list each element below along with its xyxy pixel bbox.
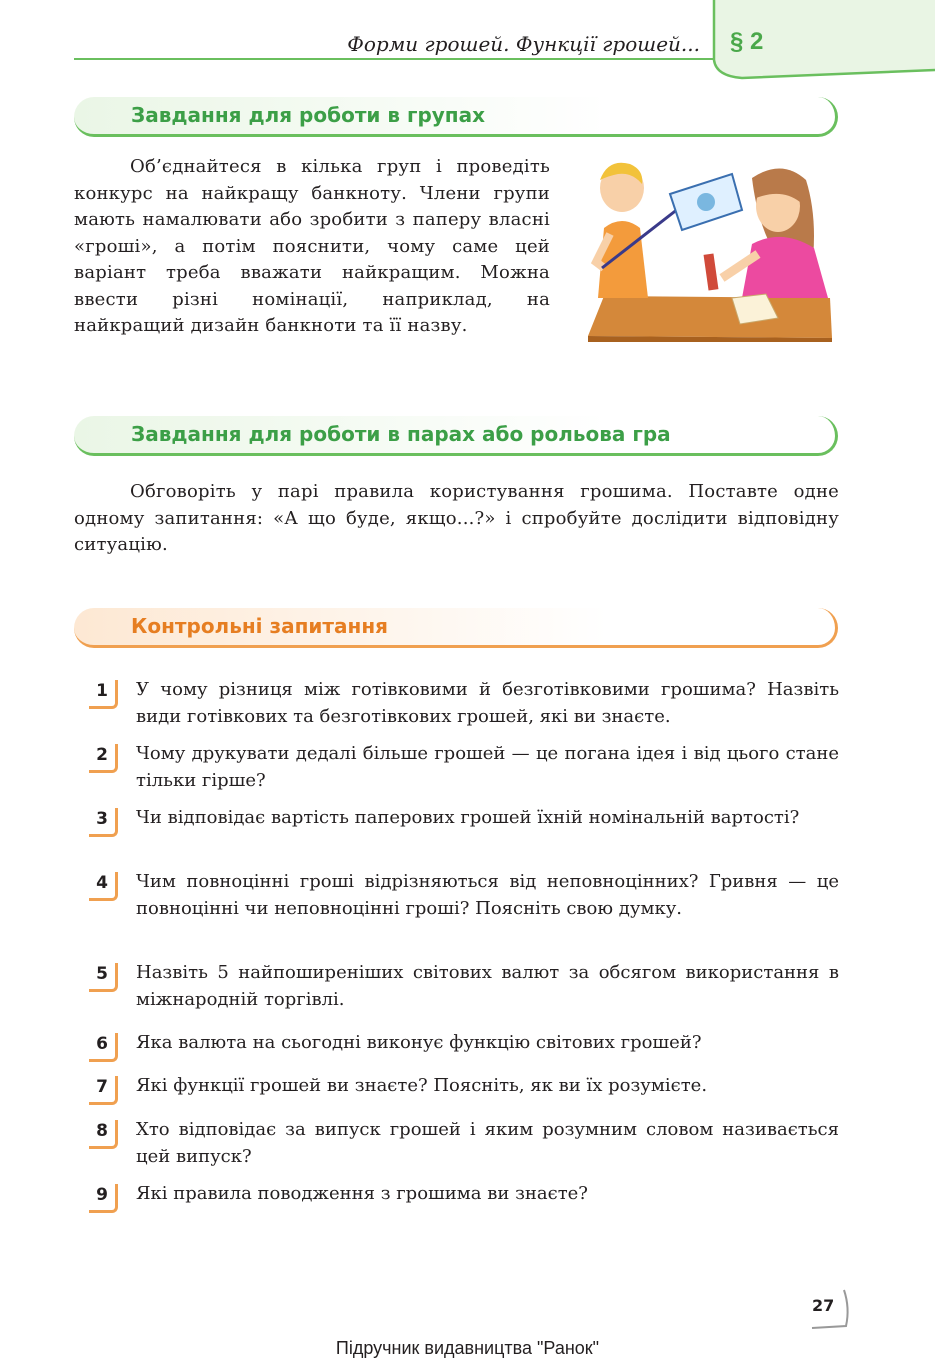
question-number: 7 [87, 1073, 117, 1103]
question-number: 6 [87, 1030, 117, 1060]
group-task-text: Об’єднайтеся в кілька груп і проведіть конкурс на найкращу банкноту. Члени групи мають намалювати або зробити з паперу власні «гроші», а потім пояснити, чому саме цей варіант треба вважати найкращим. Можна ввести різні номінації, наприклад, на найкращий дизайн банкноти та її назву. [74, 156, 550, 336]
pair-task-heading-band [74, 416, 838, 456]
question-number: 1 [87, 677, 117, 707]
question-text: Чим повноцінні гроші відрізняються від неповноцінних? Гривня — це повноцінні чи неповноцінні гроші? Поясніть свою думку. [136, 871, 839, 919]
question-text: У чому різниця між готівковими й безготівковими грошима? Назвіть види готівкових та безготівкових грошей, які ви знаєте. [136, 679, 839, 727]
pair-task-text: Обговоріть у парі правила користування грошима. Поставте одне одному запитання: «А що буде, якщо...?» і спробуйте дослідити відповідну ситуацію. [74, 481, 839, 555]
question-number: 8 [87, 1117, 117, 1147]
question-text: Хто відповідає за випуск грошей і яким розумним словом називається цей випуск? [136, 1119, 839, 1167]
question-number: 2 [87, 741, 117, 771]
page-number: 27 [812, 1296, 835, 1315]
question-number: 5 [87, 960, 117, 990]
questions-heading-band [74, 608, 838, 648]
question-text: Які правила поводження з грошима ви знаєте? [136, 1183, 588, 1204]
question-number: 3 [87, 805, 117, 835]
running-title: Форми грошей. Функції грошей... [347, 32, 700, 56]
question-text: Чому друкувати дедалі більше грошей — це погана ідея і від цього стане тільки гірше? [136, 743, 839, 791]
question-text: Чи відповідає вартість паперових грошей їхній номінальній вартості? [136, 807, 800, 828]
group-task-heading-band [74, 97, 838, 137]
question-text: Яка валюта на сьогодні виконує функцію світових грошей? [136, 1032, 702, 1053]
group-task-title: Завдання для роботи в групах [131, 103, 486, 127]
children-banknote-illustration [582, 158, 834, 342]
header-rule [74, 58, 714, 60]
question-number: 9 [87, 1181, 117, 1211]
question-number: 4 [87, 869, 117, 899]
question-text: Які функції грошей ви знаєте? Поясніть, як ви їх розумієте. [136, 1075, 708, 1096]
pair-task-title: Завдання для роботи в парах або рольова гра [131, 422, 671, 446]
publisher-footer: Підручник видавництва "Ранок" [335, 1338, 600, 1358]
questions-title: Контрольні запитання [131, 614, 389, 638]
question-text: Назвіть 5 найпоширеніших світових валют за обсягом використання в міжнародній торгівлі. [136, 962, 839, 1010]
section-number: § 2 [730, 28, 764, 55]
